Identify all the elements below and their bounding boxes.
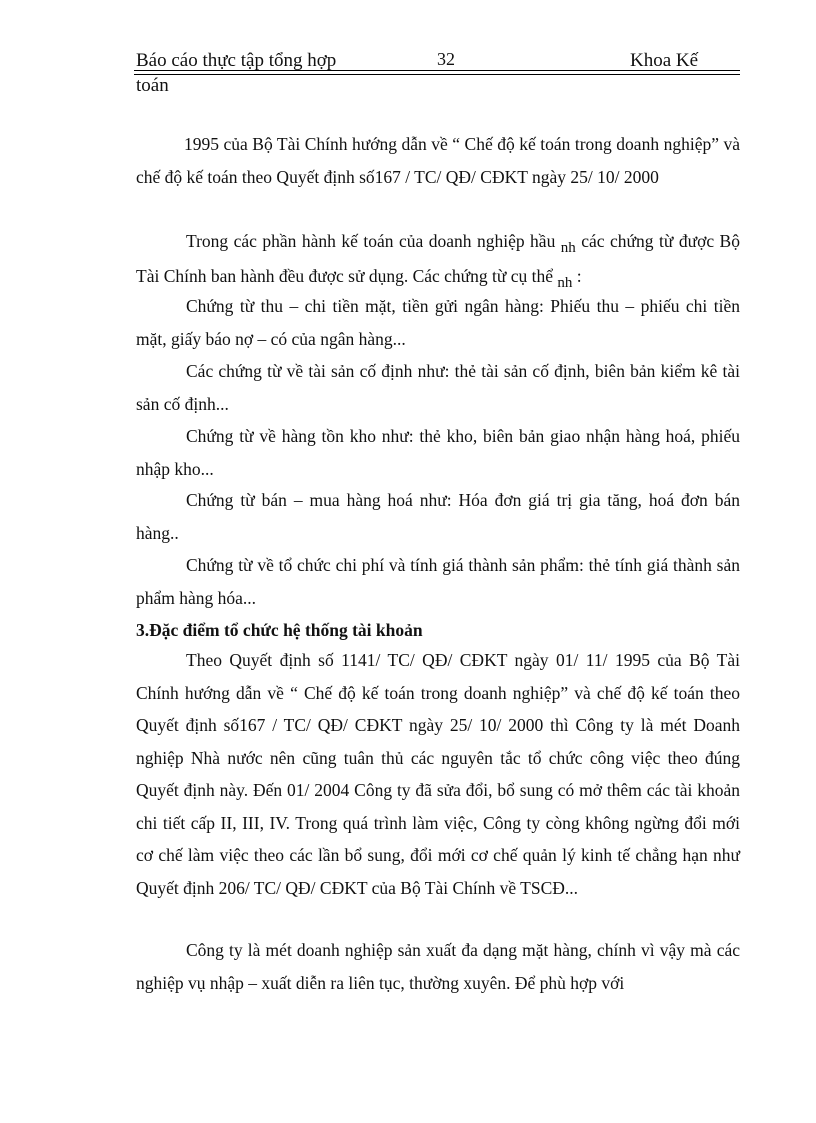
paragraph-6: Chứng từ bán – mua hàng hoá như: Hóa đơn giá trị gia tăng, hoá đơn bán hàng.. bbox=[136, 490, 740, 543]
page-number: 32 bbox=[437, 49, 455, 69]
paragraph-8: Theo Quyết định số 1141/ TC/ QĐ/ CĐKT ngày 01/ 11/ 1995 của Bộ Tài Chính hướng dẫn về “ Chế độ kế toán trong doanh nghiệp” và chế độ kế toán theo Quyết định số167 / TC/ QĐ/ CĐKT ngày 25/ 10/ 2000 thì Công ty là mét Doanh nghiệp Nhà nước nên cũng tuân thủ các nguyên tắc tổ chức công việc theo đúng Quyết định này. Đến 01/ 2004 Công ty đã sửa đổi, bổ sung có mở thêm các tài khoản chi tiết cấp II, III, IV. Trong quá trình làm việc, Công ty còng không ngừng đổi mới cơ chế làm việc theo các lần bổ sung, đổi mới cơ chế quản lý kinh tế chẳng hạn như Quyết định 206/ TC/ QĐ/ CĐKT của Bộ Tài Chính về TSCĐ... bbox=[136, 650, 740, 898]
paragraph-7: Chứng từ về tổ chức chi phí và tính giá thành sản phẩm: thẻ tính giá thành sản phẩm hàng hóa... bbox=[136, 555, 740, 608]
paragraph-2 bbox=[136, 225, 740, 294]
section-heading: 3.Đặc điểm tổ chức hệ thống tài khoản bbox=[136, 620, 423, 640]
paragraph-1: 1995 của Bộ Tài Chính hướng dẫn về “ Chế độ kế toán trong doanh nghiệp” và chế độ kế toán theo Quyết định số167 / TC/ QĐ/ CĐKT ngày 25/ 10/ 2000 bbox=[136, 134, 740, 187]
header-rule-bottom bbox=[134, 74, 740, 75]
paragraph-9: Công ty là mét doanh nghiệp sản xuất đa dạng mặt hàng, chính vì vậy mà các nghiệp vụ nhập – xuất diễn ra liên tục, thường xuyên. Để phù hợp với bbox=[136, 940, 740, 993]
header-title: Báo cáo thực tập tổng hợp bbox=[136, 50, 337, 71]
paragraph-2-part-a: Trong các phần hành kế toán của doanh nghiệp hầu bbox=[186, 231, 561, 251]
header-continuation: toán bbox=[136, 75, 169, 96]
header-rule-top bbox=[134, 70, 740, 71]
header-department: Khoa Kế bbox=[630, 50, 699, 71]
paragraph-5: Chứng từ về hàng tồn kho như: thẻ kho, biên bản giao nhận hàng hoá, phiếu nhập kho... bbox=[136, 426, 740, 479]
paragraph-2-sub-2: nh bbox=[557, 274, 573, 291]
paragraph-4: Các chứng từ về tài sản cố định như: thẻ tài sản cố định, biên bản kiểm kê tài sản cố định... bbox=[136, 361, 740, 414]
paragraph-2-part-b: các chứng từ được Bộ Tài Chính ban hành đều được sử dụng. Các chứng từ cụ thể bbox=[136, 231, 740, 286]
paragraph-2-part-c: : bbox=[572, 265, 582, 286]
paragraph-2-sub-1: nh bbox=[560, 240, 576, 256]
paragraph-3: Chứng từ thu – chi tiền mặt, tiền gửi ngân hàng: Phiếu thu – phiếu chi tiền mặt, giấy báo nợ – có của ngân hàng... bbox=[136, 296, 740, 349]
